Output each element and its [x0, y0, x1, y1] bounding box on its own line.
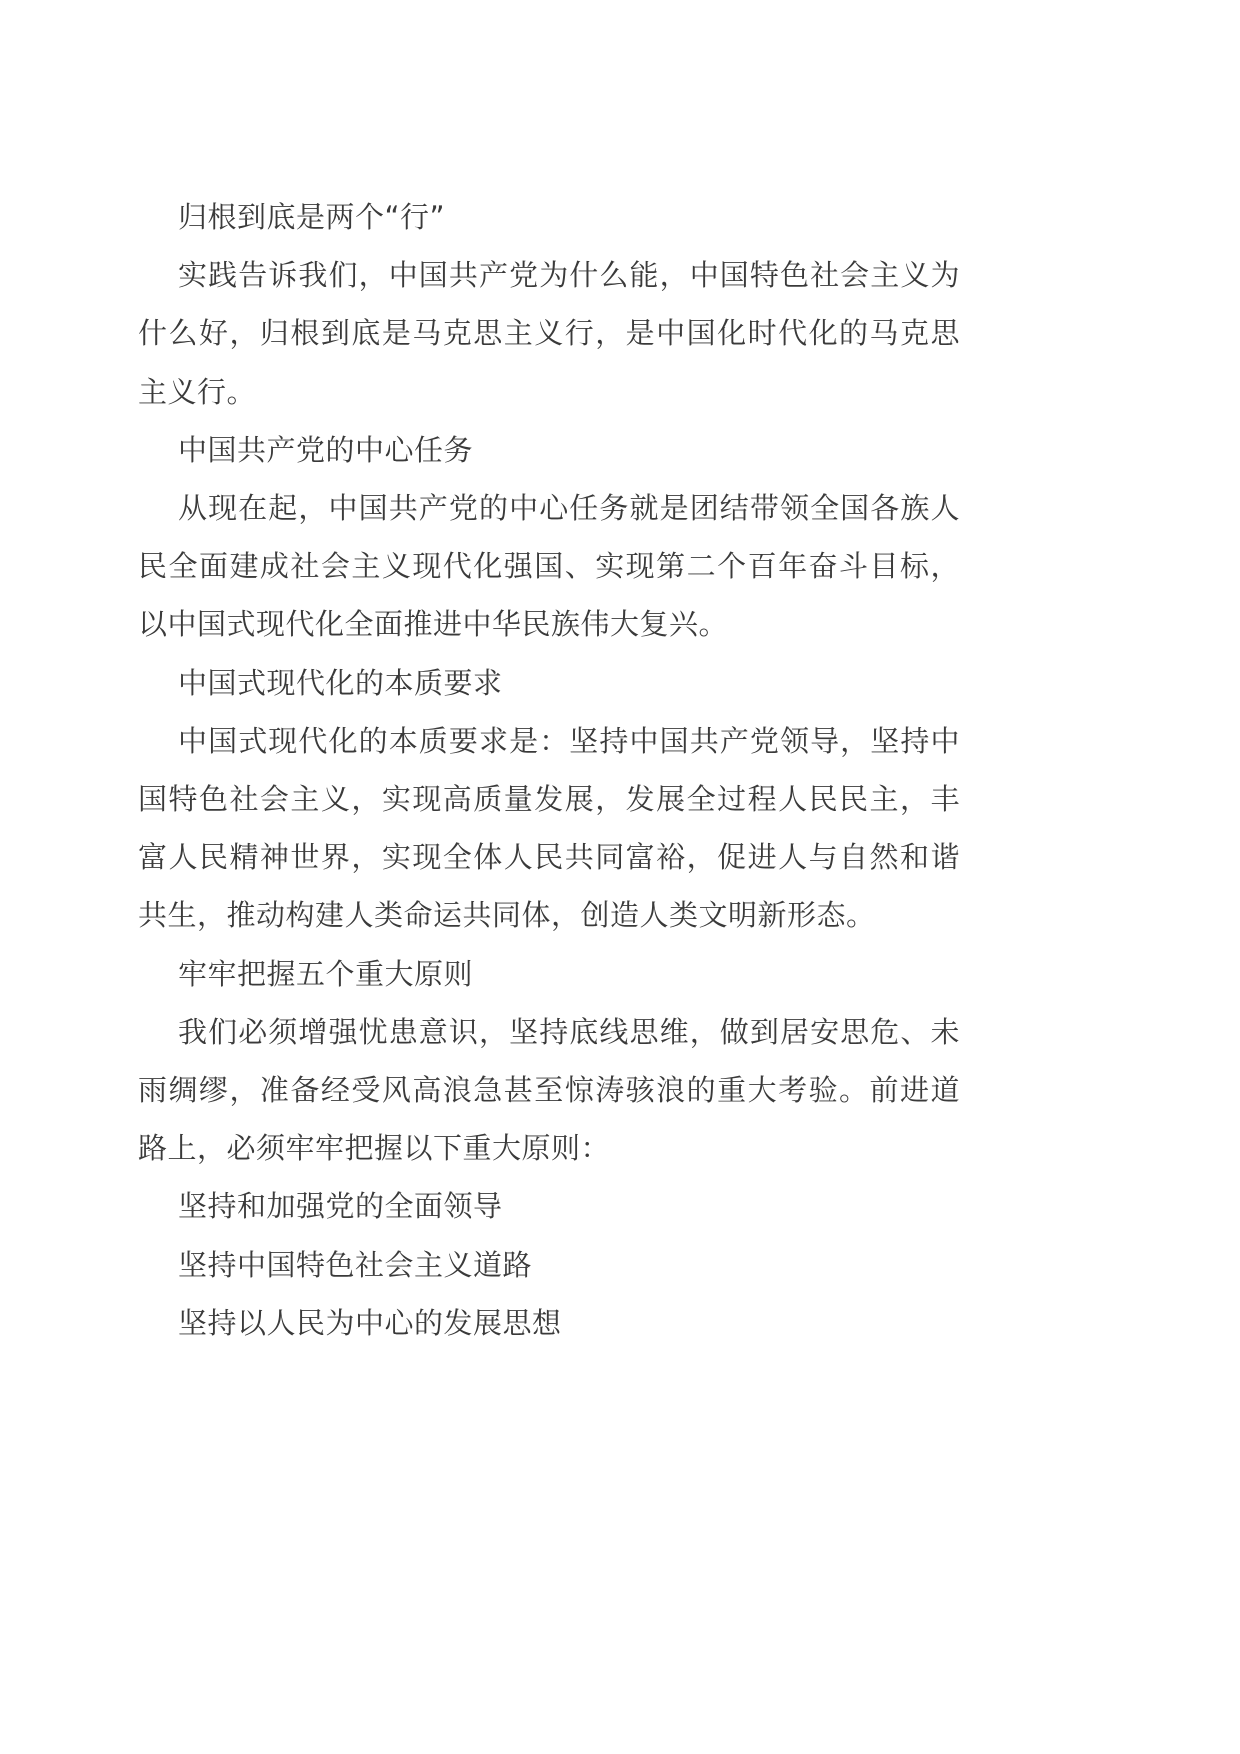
heading-five-principles: 牢牢把握五个重大原则 [178, 956, 474, 991]
heading-two-xing: 归根到底是两个“行” [178, 200, 446, 234]
paragraph-marxism: 实践告诉我们，中国共产党为什么能，中国特色社会主义为什么好，归根到底是马克思主义行，是中国化时代化的马克思主义行。 [138, 258, 960, 409]
paragraph-essential-requirements: 中国式现代化的本质要求是：坚持中国共产党领导，坚持中国特色社会主义，实现高质量发展，发展全过程人民民主，丰富人民精神世界，实现全体人民共同富裕，促进人与自然和谐共生，推动构建人类命运共同体，创造人类文明新形态。 [138, 723, 960, 933]
paragraph-five-principles: 我们必须增强忧患意识，坚持底线思维，做到居安思危、未雨绸缪，准备经受风高浪急甚至惊涛骇浪的重大考验。前进道路上，必须牢牢把握以下重大原则： [138, 1014, 960, 1166]
principle-item: 坚持和加强党的全面领导 [178, 1189, 503, 1224]
heading-central-task: 中国共产党的中心任务 [178, 432, 474, 467]
principle-item: 坚持以人民为中心的发展思想 [178, 1305, 562, 1340]
document-body [138, 188, 960, 1352]
principle-item: 坚持中国特色社会主义道路 [178, 1247, 533, 1282]
heading-essential-requirements: 中国式现代化的本质要求 [178, 665, 503, 700]
paragraph-central-task: 从现在起，中国共产党的中心任务就是团结带领全国各族人民全面建成社会主义现代化强国、实现第二个百年奋斗目标，以中国式现代化全面推进中华民族伟大复兴。 [138, 491, 960, 642]
